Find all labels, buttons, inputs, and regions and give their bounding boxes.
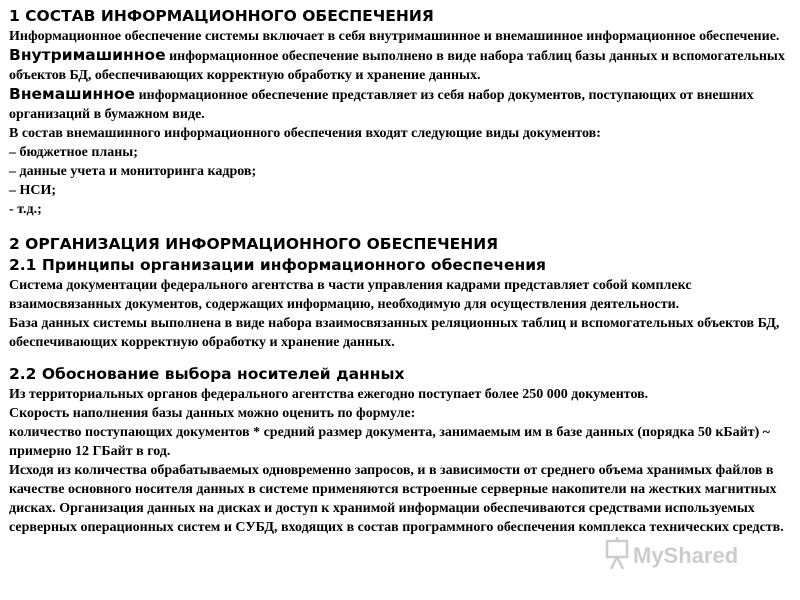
subsection-2-2-paragraph: Исходя из количества обрабатываемых одновременно запросов, и в зависимости от среднего объема хранимых файлов в качестве основного носителя данных в системе применяются встроенные серверные накопители на жестких магнитных дисках. Организация данных на дисках и доступ к хранимой информации обеспечиваются средствами используемых серверных операционных систем и СУБД, входящих в состав программного обеспечения комплекса технических средств. <box>9 463 784 535</box>
list-item: – НСИ; <box>9 183 57 198</box>
section-1-intro: Информационное обеспечение системы включает в себя внутримашинное и внемашинное информационное обеспечение. <box>9 29 780 44</box>
subsection-2-2-paragraph: количество поступающих документов * средний размер документа, занимаемым им в базе данных (порядка 50 кБайт) ~ примерно 12 ГБайт в год. <box>9 425 771 459</box>
subsection-2-2-paragraph: Из территориальных органов федерального агентства ежегодно поступает более 250 000 документов. <box>9 387 649 402</box>
external-text: информационное обеспечение представляет из себя набор документов, поступающих от внешних организаций в бумажном виде. <box>9 88 754 122</box>
section-spacer <box>9 352 795 364</box>
list-item: – бюджетное планы; <box>9 145 138 160</box>
document-page <box>9 6 795 537</box>
internal-text: информационное обеспечение выполнено в виде набора таблиц базы данных и вспомогательных объектов БД, обеспечивающих корректную обработку и хранение данных. <box>9 49 785 83</box>
subsection-2-2-title: 2.2 Обоснование выбора носителей данных <box>9 365 405 383</box>
external-lead: Внемашинное <box>9 85 136 103</box>
section-2-title: 2 ОРГАНИЗАЦИЯ ИНФОРМАЦИОННОГО ОБЕСПЕЧЕНИЯ <box>9 235 499 253</box>
section-spacer <box>9 219 795 234</box>
subsection-2-2-paragraph: Скорость наполнения базы данных можно оценить по формуле: <box>9 406 416 421</box>
internal-lead: Внутримашинное <box>9 46 166 64</box>
subsection-2-1-title: 2.1 Принципы организации информационного обеспечения <box>9 256 547 274</box>
list-item: - т.д.; <box>9 202 42 217</box>
list-item: – данные учета и мониторинга кадров; <box>9 164 257 179</box>
presentation-board-icon <box>605 537 770 581</box>
external-paragraph <box>9 85 795 124</box>
internal-paragraph <box>9 46 795 85</box>
list-intro: В состав внемашинного информационного обеспечения входят следующие виды документов: <box>9 126 601 141</box>
section-1-title: 1 СОСТАВ ИНФОРМАЦИОННОГО ОБЕСПЕЧЕНИЯ <box>9 7 434 25</box>
subsection-2-1-paragraph: Система документации федерального агентства в части управления кадрами представляет собой комплекс взаимосвязанных документов, содержащих информацию, необходимую для осуществления деятельности. <box>9 278 692 312</box>
myshared-watermark <box>605 537 770 581</box>
subsection-2-1-paragraph: База данных системы выполнена в виде набора взаимосвязанных реляционных таблиц и вспомогательных объектов БД, обеспечивающих корректную обработку и хранение данных. <box>9 316 780 350</box>
watermark-text: MyShared <box>633 543 739 568</box>
